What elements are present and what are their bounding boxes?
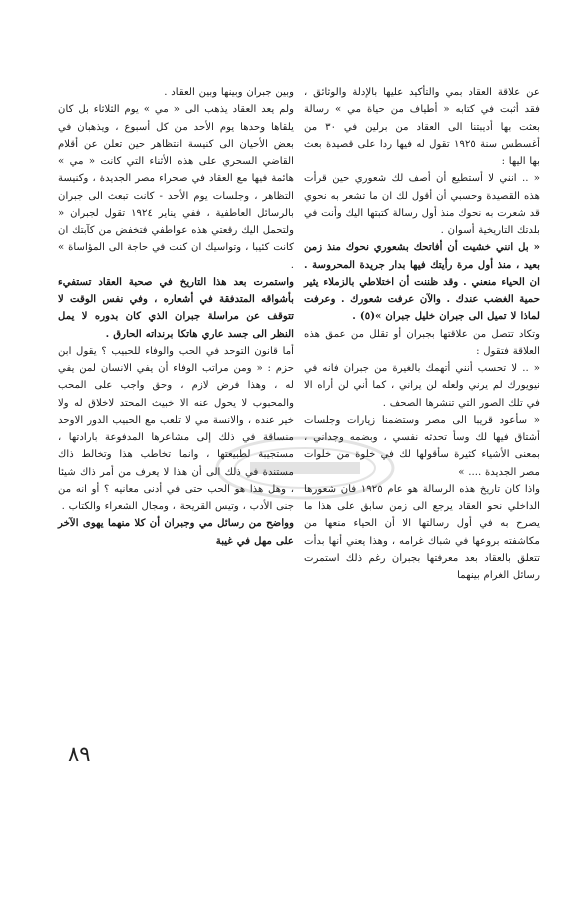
paragraph: أما قانون التوحد في الحب والوفاء للحبيب ؟ يقول ابن حزم : « ومن مراتب الوفاء أن يفي الانسان لمن يفي له ، وهذا فرض لازم ، وحق واجب على المحب والمحبوب لا يحول عنه الا خبيث المحتد لاخلاق له ولا خير عنده ، والانسة مي لا تلعب مع الحبيب الدور الاوحد منساقة في ذلك إلى مشاعرها المدفوعة بارادتها ، مستجيبة لطبيعتها ، وانما تخاطب هذا وتخالط ذاك مستندة في ذلك الى أن هذا لا يعرف من أمر ذاك شيئا ، وهل هذا هو الحب حتى في أدنى معانيه ؟ أو انه من جنى الأدب ، وتيس القريحة ، ومجال الشعراء والكتاب . (58, 345, 294, 512)
right-text-column (304, 84, 540, 584)
left-text-column (58, 84, 294, 550)
paragraph: « .. لا تحسب أنني أتهمك بالغيرة من جبران فانه في نيويورك لم يرني ولعله لن يراني ، كما أني لن أراه الا في تلك الصور التي تنشرها الصحف . (304, 363, 540, 409)
paragraph: واستمرت بعد هذا التاريخ في صحبة العقاد تستفيء بأشواقه المتدفقة في أشعاره ، وفي نفس الوقت لا تتوقف عن مراسلة جبران الذي كان بدوره لا يمل النظر الى جسد عاري هاتكا برنداته الحارق . (58, 275, 294, 340)
paragraph: عن علاقة العقاد بمي والتأكيد عليها بالإدلة والوثائق ، فقد أثبت في كتابه « أطياف من حياة مي » رسالة بعثت بها أديبتنا الى العقاد من برلين في ٣٠ من أغسطس سنة ١٩٢٥ تقول له فيها ردا على قصيدة بعث بها اليها : (304, 87, 541, 167)
paragraph: وواضح من رسائل مي وجبران أن كلا منهما يهوى الآخر على مهل في غيبة (58, 517, 294, 547)
paragraph: « سأعود قريبا الى مصر وستضمنا زيارات وجلسات أشتاق فيها لك وسأ تحدثه نفسي ، وبضمه وجداني ، بمعنى الأشياء كثيرة سأقولها لك في خلوة من خلوات مصر الجديدة .... » (304, 414, 540, 478)
paragraph: واذا كان تاريخ هذه الرسالة هو عام ١٩٢٥ فان شعورها الداخلي نحو العقاد يرجع الى زمن سابق على هذا ما يصرح به في أول رسالتها الا أن الحياء منعها من مكاشفته بروعها في شباك غرامه ، وهذا يعني أنها بدأت تتعلق بالعقاد بعد معرفتها بجبران رغم ذلك استمرت رسائل الغرام بينهما (304, 483, 541, 581)
paragraph: « بل انني خشيت أن أفاتحك بشعوري نحوك منذ زمن بعيد ، منذ أول مرة رأيتك فيها بدار جريدة المحروسة . ان الحياء منعني . وقد ظننت أن اختلاطي بالزملاء يثير حمية الغضب عندك . والآن عرفت شعورك . وعرفت لماذا لا تميل الى جبران خليل جبران »(٥) . (304, 241, 540, 323)
page-number: ٨٩ (68, 742, 91, 766)
paragraph: « .. انني لا أستطيع أن أصف لك شعوري حين قرأت هذه القصيدة وحسبي أن أقول لك ان ما تشعر به نحوي قد شعرت به نحوك منذ أول رسالة كتبتها اليك وأنت في بلدتك التاريخية أسوان . (304, 173, 540, 236)
paragraph: وتكاد تتصل من علاقتها بجبران أو تقلل من عمق هذه العلاقة فتقول : (304, 328, 540, 357)
paragraph: وبين جبران وبينها وبين العقاد . (164, 87, 294, 98)
paragraph: ولم يعد العقاد يذهب الى « مي » يوم الثلاثاء بل كان يلقاها وحدها يوم الأحد من كل أسبوع ، ويذهبان في بعض الأحيان الى كنيسة انتظاهر حين تعلن عن أقلام القاضي السحري على هذه الأثناء التي كانت « مي » هائمة فيها مع العقاد في صحراء مصر الجديدة ، وكنيسة التظاهر ، وجلسات يوم الأحد - كانت تبعث الى جبران بالرسائل العاطفية ، ففي يناير ١٩٢٤ تقول لجبران « ولتحمل اليك رقعتي هذه عواطفي فتخفض من كآبتك ان كانت كئيبا ، وتواسيك ان كنت في حاجة الى المؤاساة » . (58, 104, 294, 271)
